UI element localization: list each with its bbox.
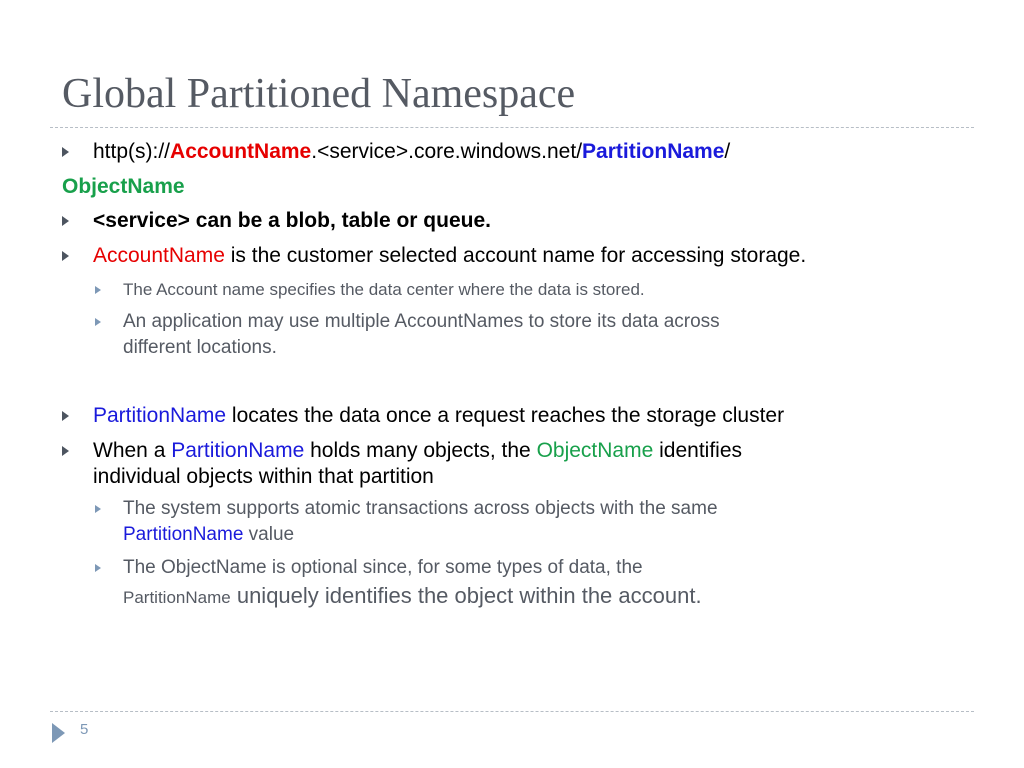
url-slash: / (724, 140, 731, 163)
sub-bullet-arrow-icon (95, 505, 101, 513)
url-format-line (93, 139, 730, 165)
url-middle: .<service>.core.windows.net/ (311, 140, 583, 163)
when-a: When a (93, 439, 172, 462)
optional-line1: The ObjectName is optional since, for some types of data, the (123, 557, 643, 578)
title-divider (50, 127, 974, 128)
url-object-name: ObjectName (62, 175, 185, 198)
service-text: <service> can be a blob, table or queue. (93, 209, 491, 232)
url-prefix: http(s):// (93, 140, 171, 163)
bullet-arrow-icon (62, 147, 69, 157)
optional-partition-term: PartitionName (123, 588, 231, 607)
url-partition-name: PartitionName (582, 140, 725, 163)
when-object-term: ObjectName (536, 439, 654, 462)
optional-rest: uniquely identifies the object within the account. (230, 583, 702, 608)
optional-line2 (123, 583, 702, 610)
account-line (93, 243, 806, 269)
sub-bullet-arrow-icon (95, 286, 101, 294)
partition-term: PartitionName (93, 404, 227, 427)
page-number: 5 (80, 721, 89, 738)
partition-text: locates the data once a request reaches the storage cluster (226, 404, 785, 427)
footer-arrow-icon (52, 723, 65, 743)
when-line2: individual objects within that partition (93, 465, 434, 488)
atomic-partition-term: PartitionName (123, 524, 244, 545)
slide-title: Global Partitioned Namespace (62, 71, 576, 117)
bullet-arrow-icon (62, 251, 69, 261)
account-sub1: The Account name specifies the data center where the data is stored. (123, 280, 645, 299)
account-term: AccountName (93, 244, 225, 267)
bullet-arrow-icon (62, 446, 69, 456)
sub-bullet-arrow-icon (95, 318, 101, 326)
footer-divider (50, 711, 974, 712)
when-line1 (93, 438, 742, 464)
atomic-line2 (123, 522, 294, 547)
bullet-arrow-icon (62, 216, 69, 226)
account-sub2-line2: different locations. (123, 337, 277, 358)
holds-text: holds many objects, the (304, 439, 537, 462)
identifies-text: identifies (653, 439, 743, 462)
partition-line (93, 403, 784, 429)
bullet-arrow-icon (62, 411, 69, 421)
atomic-value: value (243, 524, 295, 545)
when-partition-term: PartitionName (171, 439, 305, 462)
sub-bullet-arrow-icon (95, 564, 101, 572)
atomic-line1: The system supports atomic transactions across objects with the same (123, 498, 718, 519)
account-sub2-line1: An application may use multiple AccountNames to store its data across (123, 311, 720, 332)
url-account-name: AccountName (170, 140, 312, 163)
account-text: is the customer selected account name for accessing storage. (224, 244, 807, 267)
